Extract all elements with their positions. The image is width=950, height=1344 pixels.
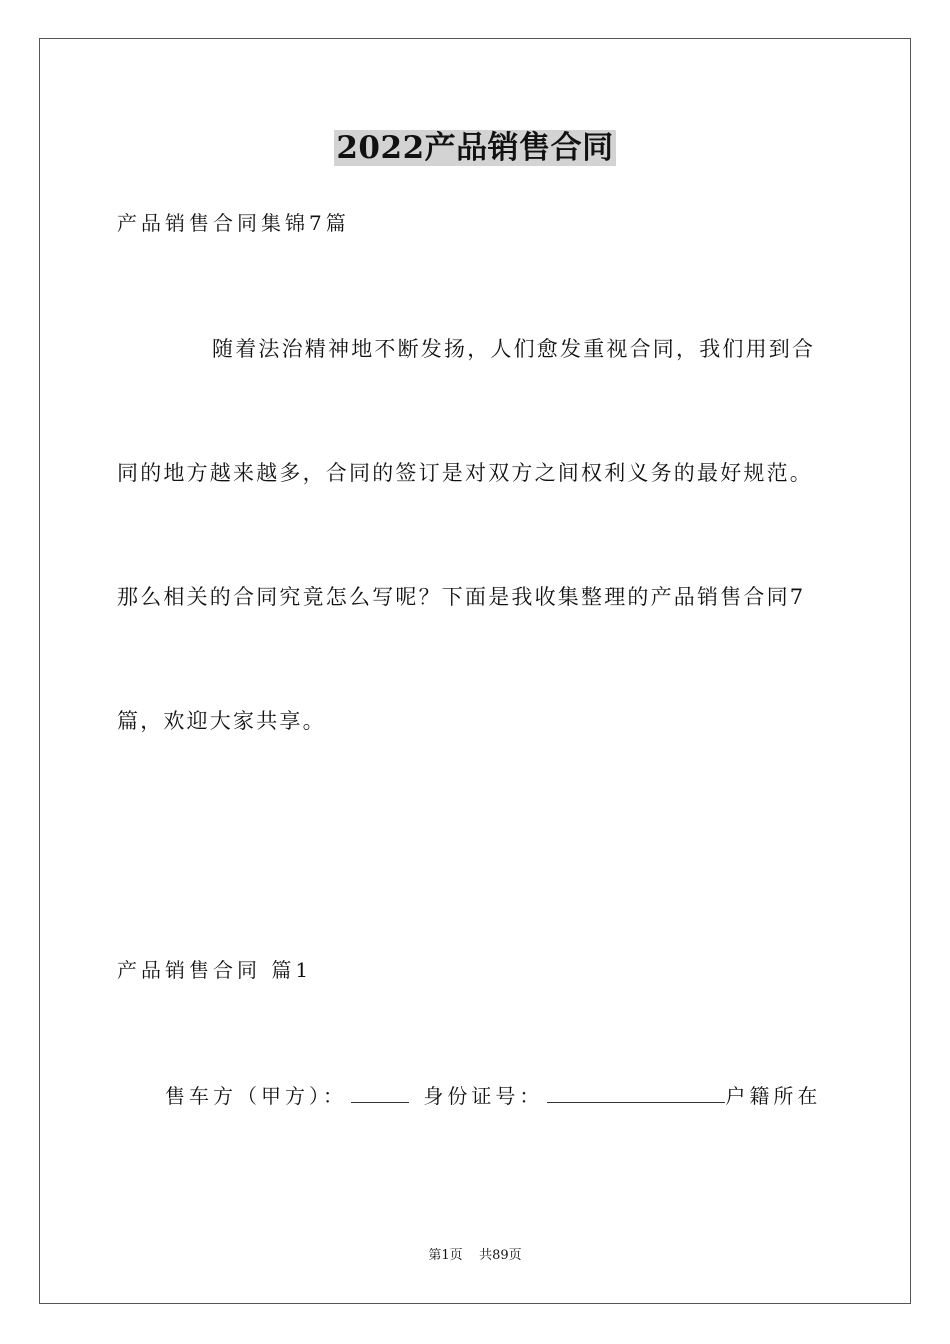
intro-line-3: 那么相关的合同究竟怎么写呢？下面是我收集整理的产品销售合同7 — [117, 585, 806, 609]
section-heading: 产品销售合同 篇1 — [117, 958, 313, 982]
page-footer: 第1页 共89页 — [428, 1248, 522, 1263]
intro-line-4: 篇，欢迎大家共享。 — [117, 709, 326, 733]
residence-label: 户籍所在 — [725, 1084, 822, 1108]
intro-line-2: 同的地方越来越多，合同的签订是对双方之间权利义务的最好规范。 — [117, 461, 813, 485]
document-subtitle: 产品销售合同集锦7篇 — [117, 211, 350, 235]
id-number-label: 身份证号： — [423, 1084, 544, 1108]
seller-info-line — [165, 1080, 821, 1111]
document-title-text: 2022产品销售合同 — [336, 130, 614, 166]
seller-label: 售车方（甲方）： — [165, 1084, 347, 1108]
intro-line-1: 随着法治精神地不断发扬，人们愈发重视合同，我们用到合 — [212, 337, 816, 361]
id-number-blank — [547, 1080, 725, 1103]
seller-name-blank — [351, 1080, 409, 1103]
document-title — [0, 128, 950, 168]
